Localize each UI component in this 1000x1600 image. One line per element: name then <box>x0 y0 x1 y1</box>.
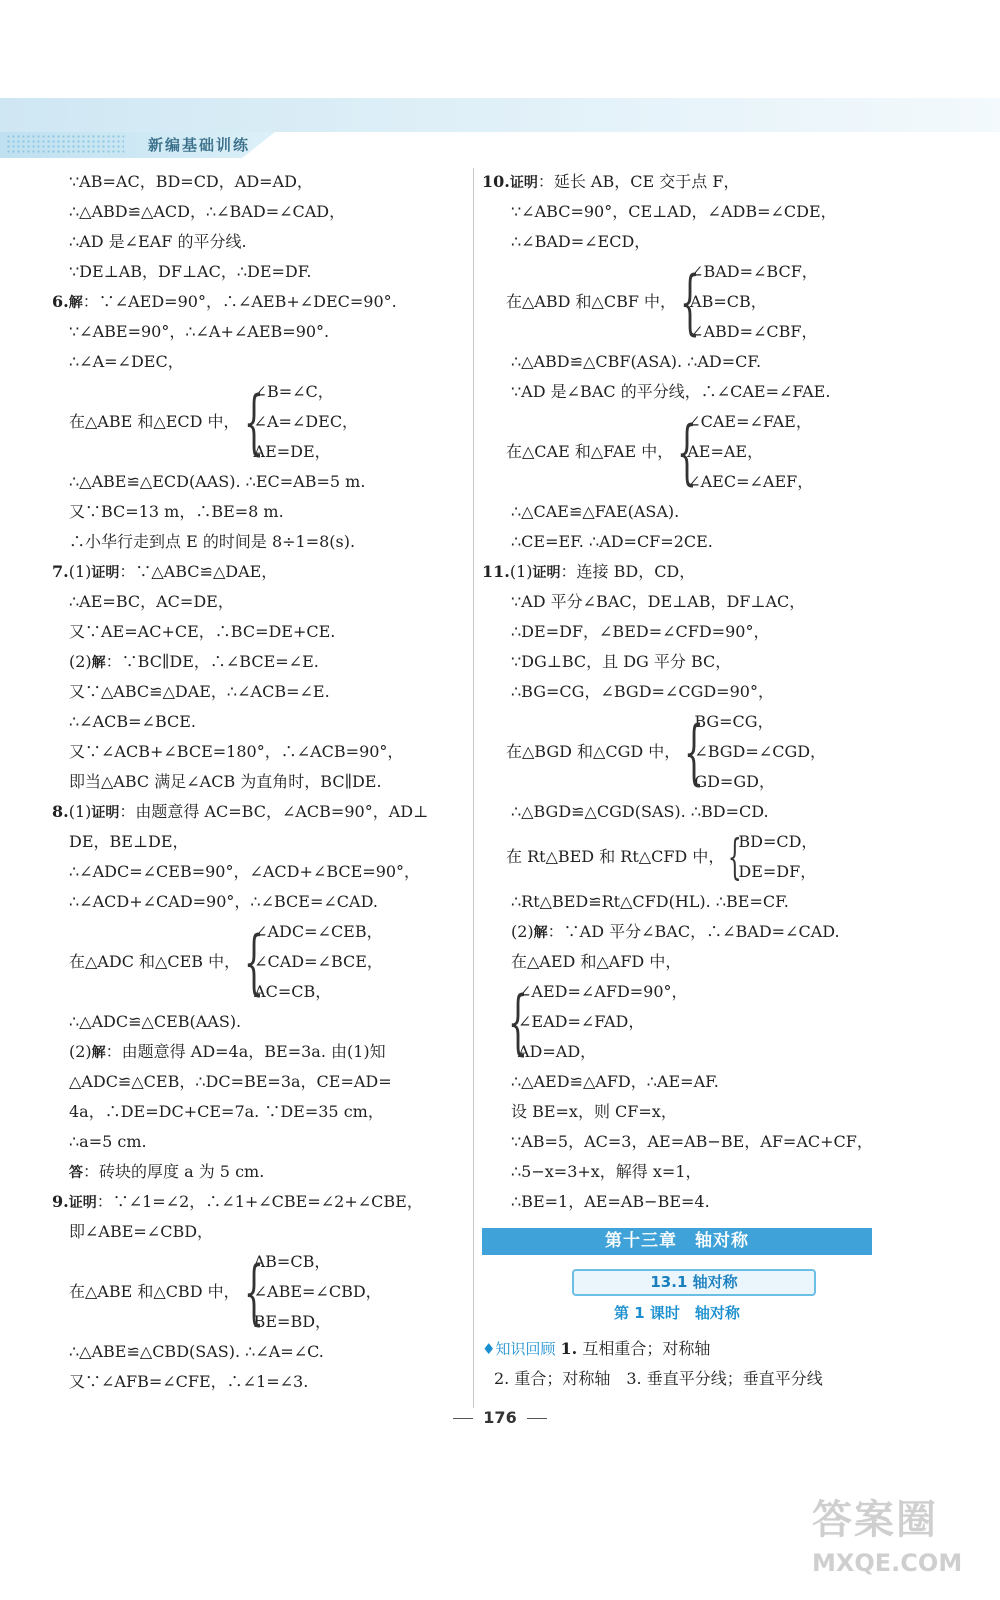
left-column <box>52 167 462 1397</box>
brace-icon: { <box>677 411 698 493</box>
watermark-logo <box>812 1488 982 1588</box>
text-line: ∵DE⊥AB，DF⊥AC，∴DE=DF. <box>69 262 312 281</box>
text-line: 又∵BC=13 m，∴BE=8 m. <box>69 502 284 521</box>
keyword-solution: 解 <box>91 1045 106 1061</box>
keyword-solution: 解 <box>91 655 106 671</box>
text-line: ∴∠A=∠DEC， <box>69 352 184 371</box>
text-line: ∵DG⊥BC，且 DG 平分 BC， <box>511 652 732 671</box>
text-line: ∴△CAE≌△FAE(ASA). <box>511 502 680 521</box>
part-label: (1) <box>509 562 533 581</box>
column-divider <box>473 168 474 1408</box>
watermark-text: 答案圈 <box>812 1497 938 1543</box>
text-line: 即当△ABC 满足∠ACB 为直角时，BC∥DE. <box>69 772 382 791</box>
equation-system <box>52 917 462 1007</box>
question-6-header <box>52 287 462 317</box>
text-line: 又∵∠AFB=∠CFE，∴∠1=∠3. <box>69 1372 309 1391</box>
system-label: 在△BGD 和△CGD 中， <box>506 742 681 761</box>
part-label: (1) <box>68 562 92 581</box>
question-7-header <box>52 557 462 587</box>
equation-system <box>482 257 882 347</box>
text-line: ∴DE=DF，∠BED=∠CFD=90°， <box>511 622 770 641</box>
question-number: 10. <box>482 172 510 191</box>
knowledge-review <box>482 1334 882 1394</box>
brace-icon: { <box>243 381 264 463</box>
part-label: (2) <box>511 922 534 941</box>
keyword-solution: 解 <box>68 295 83 311</box>
text-line: ∴∠ADC=∠CEB=90°，∠ACD+∠BCE=90°， <box>69 862 421 881</box>
part-2-line <box>52 1037 462 1067</box>
brace-icon: { <box>679 261 700 343</box>
text-line: ∴△ADC≌△CEB(AAS). <box>69 1012 242 1031</box>
system-item: ∠B=∠C， <box>253 382 334 401</box>
text-line: 在△AED 和△AFD 中， <box>511 952 682 971</box>
system-item: BG=CG， <box>694 712 774 731</box>
text-line: ∴AE=BC，AC=DE， <box>69 592 234 611</box>
brace-icon: { <box>243 1251 264 1333</box>
text-line: ∴BG=CG，∠BGD=∠CGD=90°， <box>511 682 774 701</box>
text-line: ：连接 BD，CD， <box>560 562 696 581</box>
system-item: ∠ADC=∠CEB， <box>254 922 383 941</box>
header-dot-pattern <box>6 134 124 154</box>
system-item: ∠BGD=∠CGD， <box>694 742 827 761</box>
keyword-solution: 解 <box>533 925 548 941</box>
system-item: ∠CAE=∠FAE， <box>687 412 812 431</box>
system-item: AB=CB， <box>253 1252 331 1271</box>
keyword-proof: 证明 <box>91 805 120 821</box>
question-9-header <box>52 1187 462 1217</box>
system-items <box>254 1247 382 1337</box>
system-label: 在△ABE 和△CBD 中， <box>69 1282 240 1301</box>
text-line: ：∵△ABC≌△DAE， <box>119 562 278 581</box>
system-item: BD=CD， <box>738 832 818 851</box>
chapter-heading: 第十三章 轴对称 <box>482 1228 872 1255</box>
system-label: 在△CAE 和△FAE 中， <box>506 442 674 461</box>
text-line: ∵AD 是∠BAC 的平分线，∴∠CAE=∠FAE. <box>511 382 831 401</box>
text-line: ∵AB=AC，BD=CD，AD=AD， <box>69 172 313 191</box>
text-line: 即∠ABE=∠CBD， <box>69 1222 214 1241</box>
brace-icon: { <box>684 711 705 793</box>
equation-system <box>482 977 882 1067</box>
brace-icon: { <box>243 921 264 1003</box>
brace-icon: { <box>507 981 528 1063</box>
text-line: ：∵AD 平分∠BAC，∴∠BAD=∠CAD. <box>547 922 840 941</box>
system-item: AE=AE， <box>687 442 764 461</box>
equation-system <box>52 377 462 467</box>
text-line: ∴△ABD≌△ACD，∴∠BAD=∠CAD， <box>69 202 346 221</box>
question-number: 6. <box>52 292 69 311</box>
system-item: ∠ABE=∠CBD， <box>253 1282 382 1301</box>
part-2-line <box>52 647 462 677</box>
text-line: ：由题意得 AD=4a，BE=3a. 由(1)知 <box>105 1042 386 1061</box>
question-number: 8. <box>52 802 69 821</box>
system-items <box>687 407 813 497</box>
text-line: 又∵∠ACB+∠BCE=180°，∴∠ACB=90°， <box>69 742 404 761</box>
equation-system <box>482 707 882 797</box>
text-line: ∴Rt△BED≌Rt△CFD(HL). ∴BE=CF. <box>511 892 789 911</box>
system-item: ∠AEC=∠AEF， <box>687 472 814 491</box>
system-item: AB=CB， <box>690 292 767 311</box>
footer-dash <box>527 1418 547 1419</box>
system-item: AE=DE， <box>253 442 331 461</box>
system-items <box>738 827 817 887</box>
review-line-2: 2. 重合；对称轴 3. 垂直平分线；垂直平分线 <box>494 1369 823 1388</box>
text-line: ∴∠ACB=∠BCE. <box>69 712 197 731</box>
text-line: ：砖块的厚度 a 为 5 cm. <box>83 1162 265 1181</box>
text-line: ∴小华行走到点 E 的时间是 8÷1=8(s). <box>69 532 356 551</box>
text-line: ：延长 AB，CE 交于点 F， <box>537 172 740 191</box>
system-label: 在△ADC 和△CEB 中， <box>69 952 241 971</box>
text-line: △ADC≌△CEB，∴DC=BE=3a，CE=AD= <box>69 1072 392 1091</box>
header-band <box>0 98 1000 132</box>
system-items <box>690 257 818 347</box>
text-line: ∴△AED≌△AFD，∴AE=AF. <box>511 1072 719 1091</box>
text-line: 又∵AE=AC+CE，∴BC=DE+CE. <box>69 622 336 641</box>
question-10-header <box>482 167 882 197</box>
book-title: 新编基础训练 <box>148 136 251 154</box>
system-item: ∠AED=∠AFD=90°， <box>518 982 688 1001</box>
equation-system <box>482 827 882 887</box>
system-item: BE=BD， <box>253 1312 332 1331</box>
text-line: ∴CE=EF. ∴AD=CF=2CE. <box>511 532 713 551</box>
text-line: 设 BE=x，则 CF=x， <box>511 1102 677 1121</box>
part-2-line <box>482 917 882 947</box>
text-line: 互相重合；对称轴 <box>582 1339 711 1358</box>
answer-line <box>52 1157 462 1187</box>
system-item: DE=DF， <box>738 862 817 881</box>
text-line: ∴∠BAD=∠ECD， <box>511 232 651 251</box>
text-line: ∴∠ACD+∠CAD=90°，∴∠BCE=∠CAD. <box>69 892 378 911</box>
keyword-proof: 证明 <box>68 1195 97 1211</box>
text-line: 4a，∴DE=DC+CE=7a. ∵DE=35 cm， <box>69 1102 384 1121</box>
system-item: ∠EAD=∠FAD， <box>518 1012 645 1031</box>
keyword-proof: 证明 <box>91 565 120 581</box>
review-line-1 <box>482 1334 882 1364</box>
text-line: ∴△ABE≌△CBD(SAS). ∴∠A=∠C. <box>69 1342 324 1361</box>
question-11-header <box>482 557 882 587</box>
watermark-url: MXQE.COM <box>812 1549 963 1577</box>
text-line: ∴△BGD≌△CGD(SAS). ∴BD=CD. <box>511 802 769 821</box>
text-line: ∴5−x=3+x，解得 x=1， <box>511 1162 702 1181</box>
system-item: ∠CAD=∠BCE， <box>254 952 383 971</box>
text-line: DE，BE⊥DE， <box>69 832 189 851</box>
part-label: (2) <box>69 652 92 671</box>
keyword-proof: 证明 <box>509 175 538 191</box>
footer-dash <box>453 1418 473 1419</box>
text-line: ∵∠ABC=90°，CE⊥AD，∠ADB=∠CDE， <box>511 202 837 221</box>
text-line: ∴BE=1，AE=AB−BE=4. <box>511 1192 710 1211</box>
system-label: 在 Rt△BED 和 Rt△CFD 中， <box>506 847 725 866</box>
system-item: ∠ABD=∠CBF， <box>690 322 818 341</box>
part-label: (2) <box>69 1042 92 1061</box>
system-items <box>254 917 383 1007</box>
question-number: 7. <box>52 562 69 581</box>
system-item: GD=GD， <box>694 772 775 791</box>
section-heading: 13.1 轴对称 <box>572 1269 816 1296</box>
text-line: ∴AD 是∠EAF 的平分线. <box>69 232 247 251</box>
text-line: ∵AD 平分∠BAC，DE⊥AB，DF⊥AC， <box>511 592 806 611</box>
right-column <box>482 167 882 1217</box>
question-8-header <box>52 797 462 827</box>
system-label: 在△ABD 和△CBF 中， <box>506 292 677 311</box>
system-items <box>254 377 359 467</box>
system-items <box>694 707 826 797</box>
system-item: AD=AD， <box>518 1042 597 1061</box>
page-number: 176 <box>483 1408 517 1427</box>
equation-system <box>482 407 882 497</box>
brace-icon: { <box>728 829 742 885</box>
text-line: ∵∠ABE=90°，∴∠A+∠AEB=90°. <box>69 322 330 341</box>
system-label: 在△ABE 和△ECD 中， <box>69 412 240 431</box>
text-line: ：∵BC∥DE，∴∠BCE=∠E. <box>105 652 319 671</box>
text-line: ：由题意得 AC=BC，∠ACB=90°，AD⊥ <box>119 802 429 821</box>
text-line: 又∵△ABC≌△DAE，∴∠ACB=∠E. <box>69 682 330 701</box>
question-number: 9. <box>52 1192 69 1211</box>
system-items <box>518 977 688 1067</box>
lesson-heading: 第 1 课时 轴对称 <box>614 1304 740 1322</box>
review-tag: ♦知识回顾 <box>482 1340 556 1358</box>
text-line: ：∵∠1=∠2，∴∠1+∠CBE=∠2+∠CBE， <box>96 1192 423 1211</box>
text-line: ∴△ABE≌△ECD(AAS). ∴EC=AB=5 m. <box>69 472 366 491</box>
part-label: (1) <box>68 802 92 821</box>
text-line: ∴a=5 cm. <box>69 1132 147 1151</box>
text-line: ∵AB=5，AC=3，AE=AB−BE，AF=AC+CF， <box>511 1132 873 1151</box>
page-number-footer <box>0 1408 1000 1427</box>
equation-system <box>52 1247 462 1337</box>
system-item: ∠A=∠DEC， <box>253 412 359 431</box>
system-item: ∠BAD=∠BCF， <box>690 262 818 281</box>
keyword-proof: 证明 <box>532 565 561 581</box>
text-line: ∴△ABD≌△CBF(ASA). ∴AD=CF. <box>511 352 762 371</box>
keyword-answer: 答 <box>69 1165 83 1181</box>
system-item: AC=CB， <box>254 982 332 1001</box>
question-number: 11. <box>482 562 510 581</box>
text-line: ：∵∠AED=90°，∴∠AEB+∠DEC=90°. <box>82 292 397 311</box>
review-number: 1. <box>560 1339 578 1358</box>
